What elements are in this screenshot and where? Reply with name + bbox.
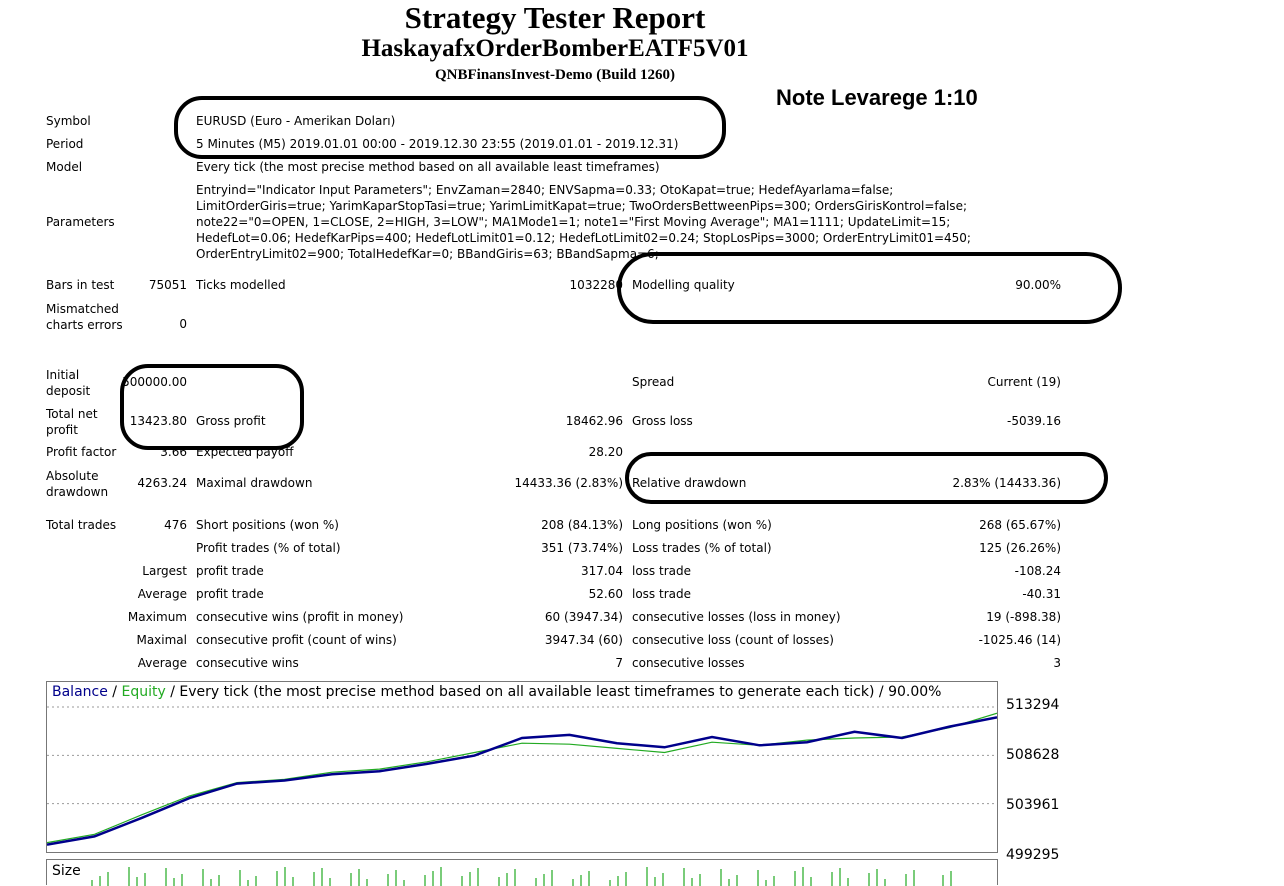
profit-factor-value: 3.66 <box>160 445 187 459</box>
average-profit-label: profit trade <box>196 587 264 601</box>
symbol-value: EURUSD (Euro - Amerikan Doları) <box>196 114 396 128</box>
ea-name: HaskayafxOrderBomberEATF5V01 <box>361 35 749 62</box>
max-drawdown-value: 14433.36 (2.83%) <box>514 476 623 490</box>
deposit-label: Initial deposit <box>46 368 91 398</box>
gross-profit-value: 18462.96 <box>565 414 623 428</box>
average-profit-value: 52.60 <box>588 587 623 601</box>
abs-drawdown-value: 4263.24 <box>137 476 187 490</box>
expected-payoff-value: 28.20 <box>588 445 623 459</box>
quality-value: 90.00% <box>1015 278 1061 292</box>
expected-payoff-label: Expected payoff <box>196 445 294 459</box>
spread-label: Spread <box>632 375 675 389</box>
leverage-note: Note Levarege 1:10 <box>776 85 978 110</box>
y-tick-label-3: 499295 <box>1006 847 1060 863</box>
server-build: QNBFinansInvest-Demo (Build 1260) <box>434 67 676 83</box>
rel-drawdown-value: 2.83% (14433.36) <box>952 476 1061 490</box>
annotation-oval-deposit-profit <box>120 364 304 450</box>
loss-trades-value: 125 (26.26%) <box>979 541 1061 555</box>
period-value: 5 Minutes (M5) 2019.01.01 00:00 - 2019.12.30 23:55 (2019.01.01 - 2019.12.31) <box>196 137 679 151</box>
legend-description: Every tick (the most precise method based on all available least timeframes to generate each tick) / 90.00% <box>179 684 942 700</box>
avg-consec-wins-value: 7 <box>615 656 623 670</box>
maximal-consec-loss-value: -1025.46 (14) <box>978 633 1061 647</box>
legend-balance: Balance <box>52 684 108 700</box>
legend-equity: Equity <box>121 684 166 700</box>
y-tick-label-0: 513294 <box>1006 697 1060 713</box>
mismatch-label: Mismatched charts errors <box>46 302 123 332</box>
maximal-label: Maximal <box>136 633 187 647</box>
average-loss-label: loss trade <box>632 587 691 601</box>
average-label: Average <box>137 587 187 601</box>
y-tick-label-1: 508628 <box>1006 747 1060 763</box>
annotation-oval-modelling-quality <box>617 252 1122 324</box>
chart-plot <box>47 682 997 852</box>
profit-trades-label: Profit trades (% of total) <box>196 541 341 555</box>
parameters-label: Parameters <box>46 215 115 229</box>
parameters-value: Entryind="Indicator Input Parameters"; EnvZaman=2840; ENVSapma=0.33; OtoKapat=true; HedefAyarlama=false; LimitOrderGiris=true; YarimKaparStopTasi=true; YarimLimitKapat=true; TwoOrdersBettweenPips=300; OrdersGirisKontrol=false; note22="0=OPEN, 1=CLOSE, 2=HIGH, 3=LOW"; MA1Mode1=1; note1="First Moving Average"; MA1=1111; UpdateLimit=15; HedefLot=0.06; HedefKarPips=400; HedefLotLimit01=0.12; HedefLotLimit02=0.24; StopLosPips=3000; OrderEntryLimit01=450; OrderEntryLimit02=900; TotalHedefKar=0; BBandGiris=63; BBandSapma=6; <box>196 183 971 261</box>
y-tick-label-2: 503961 <box>1006 797 1060 813</box>
period-label: Period <box>46 137 84 151</box>
max-consec-wins-value: 60 (3947.34) <box>544 610 623 624</box>
largest-loss-value: -108.24 <box>1014 564 1061 578</box>
profit-trades-value: 351 (73.74%) <box>541 541 623 555</box>
abs-drawdown-label: Absolute drawdown <box>46 469 109 499</box>
maximal-consec-profit-label: consecutive profit (count of wins) <box>196 633 397 647</box>
annotation-oval-symbol-period <box>174 96 726 159</box>
series-line-balance <box>47 717 997 844</box>
net-profit-value: 13423.80 <box>129 414 187 428</box>
avg-consec-losses-value: 3 <box>1053 656 1061 670</box>
report-title: Strategy Tester Report <box>404 0 706 35</box>
profit-factor-label: Profit factor <box>46 445 117 459</box>
quality-label: Modelling quality <box>632 278 735 292</box>
spread-value: Current (19) <box>987 375 1061 389</box>
long-positions-value: 268 (65.67%) <box>979 518 1061 532</box>
size-panel <box>46 859 998 885</box>
bars-label: Bars in test <box>46 278 115 292</box>
annotation-oval-relative-drawdown <box>625 452 1108 504</box>
symbol-label: Symbol <box>46 114 91 128</box>
maximal-consec-profit-value: 3947.34 (60) <box>544 633 623 647</box>
largest-profit-value: 317.04 <box>581 564 623 578</box>
gross-loss-label: Gross loss <box>632 414 693 428</box>
max-consec-losses-label: consecutive losses (loss in money) <box>632 610 841 624</box>
deposit-value: 500000.00 <box>122 375 187 389</box>
size-plot <box>47 860 997 886</box>
avg-consec-wins-label: consecutive wins <box>196 656 299 670</box>
short-positions-label: Short positions (won %) <box>196 518 339 532</box>
average-loss-value: -40.31 <box>1022 587 1061 601</box>
model-value: Every tick (the most precise method based on all available least timeframes) <box>196 160 660 174</box>
gross-profit-label: Gross profit <box>196 414 266 428</box>
largest-profit-label: profit trade <box>196 564 264 578</box>
max-consec-wins-label: consecutive wins (profit in money) <box>196 610 404 624</box>
long-positions-label: Long positions (won %) <box>632 518 772 532</box>
short-positions-value: 208 (84.13%) <box>541 518 623 532</box>
loss-trades-label: Loss trades (% of total) <box>632 541 772 555</box>
size-label: Size <box>52 863 81 879</box>
total-trades-label: Total trades <box>46 518 117 532</box>
chart-legend: Balance / Equity / Every tick (the most precise method based on all available least timeframes to generate each tick) / 90.00% <box>52 684 942 700</box>
maximum-label: Maximum <box>127 610 187 624</box>
gross-loss-value: -5039.16 <box>1007 414 1061 428</box>
max-consec-losses-value: 19 (-898.38) <box>986 610 1061 624</box>
net-profit-label: Total net profit <box>46 407 98 437</box>
rel-drawdown-label: Relative drawdown <box>632 476 747 490</box>
balance-equity-chart <box>46 681 998 853</box>
total-trades-value: 476 <box>164 518 187 532</box>
maximal-consec-loss-label: consecutive loss (count of losses) <box>632 633 834 647</box>
model-label: Model <box>46 160 83 174</box>
mismatch-value: 0 <box>179 317 187 331</box>
ticks-value: 1032280 <box>569 278 623 292</box>
max-drawdown-label: Maximal drawdown <box>196 476 313 490</box>
bars-value: 75051 <box>148 278 187 292</box>
avg-consec-losses-label: consecutive losses <box>632 656 745 670</box>
largest-loss-label: loss trade <box>632 564 691 578</box>
average-consec-label: Average <box>137 656 187 670</box>
ticks-label: Ticks modelled <box>196 278 286 292</box>
largest-label: Largest <box>142 564 187 578</box>
